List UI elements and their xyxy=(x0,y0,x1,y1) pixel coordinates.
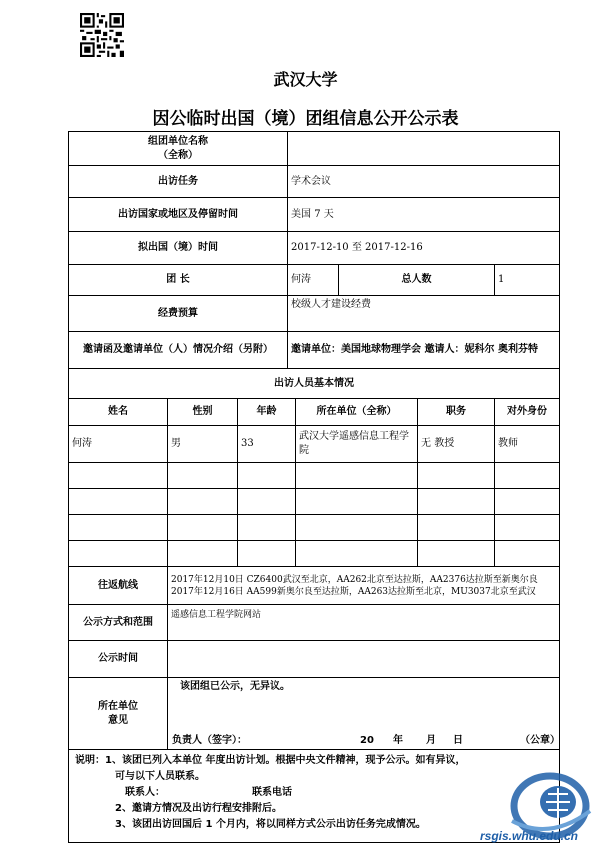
qr-code xyxy=(80,13,124,57)
table-cell xyxy=(168,541,238,567)
leader-label: 团 长 xyxy=(69,265,288,296)
table-row xyxy=(69,426,560,463)
table-cell xyxy=(418,541,495,567)
table-cell: 33 xyxy=(238,426,296,463)
table-cell xyxy=(69,515,168,541)
table-cell xyxy=(418,489,495,515)
table-cell: 教师 xyxy=(495,426,560,463)
year-label: 年 xyxy=(393,735,403,746)
total-value: 1 xyxy=(495,265,560,296)
table-cell xyxy=(238,463,296,489)
form-title: 因公临时出国（境）团组信息公开公示表 xyxy=(152,109,459,129)
column-header: 性别 xyxy=(168,399,238,426)
table-cell xyxy=(495,489,560,515)
column-header: 姓名 xyxy=(69,399,168,426)
publicity-method-value: 遥感信息工程学院网站 xyxy=(168,605,560,641)
table-row xyxy=(69,515,560,541)
note-3: 3、该团出访回国后 1 个月内，将以同样方式公示出访任务完成情况。 xyxy=(115,819,426,830)
dates-label: 拟出国（境）时间 xyxy=(69,232,288,265)
table-cell xyxy=(168,489,238,515)
invitation-label: 邀请函及邀请单位（人）情况介绍（另附） xyxy=(69,332,288,369)
university-title: 武汉大学 xyxy=(273,70,338,89)
table-cell xyxy=(495,515,560,541)
table-cell xyxy=(495,463,560,489)
table-cell xyxy=(69,489,168,515)
table-cell: 无 教授 xyxy=(418,426,495,463)
column-header: 对外身份 xyxy=(495,399,560,426)
logo-text: rsgis.whu.edu.cn xyxy=(480,829,579,843)
signer-label: 负责人（签字）： xyxy=(172,735,247,746)
table-cell: 武汉大学遥感信息工程学院 xyxy=(296,426,418,463)
table-cell xyxy=(296,463,418,489)
table-cell: 男 xyxy=(168,426,238,463)
phone-label: 联系电话 xyxy=(251,787,292,798)
note-1b: 可与以下人员联系。 xyxy=(115,771,205,782)
total-label: 总人数 xyxy=(339,265,495,296)
route-label: 往返航线 xyxy=(69,567,168,605)
table-cell xyxy=(296,489,418,515)
note-1: 1、该团已列入本单位 年度出访计划。根据中央文件精神，现予公示。如有异议， xyxy=(105,755,466,766)
publicity-time-value xyxy=(168,641,560,678)
table-cell xyxy=(418,515,495,541)
dates-value: 2017-12-10 至 2017-12-16 xyxy=(288,232,560,265)
year-prefix: 20 xyxy=(360,735,374,746)
table-cell xyxy=(238,541,296,567)
column-header: 年龄 xyxy=(238,399,296,426)
notes-title: 说明： xyxy=(75,755,105,766)
seal-label: （公章） xyxy=(520,735,560,746)
disclosure-table xyxy=(68,131,560,843)
table-cell xyxy=(168,515,238,541)
country-label: 出访国家或地区及停留时间 xyxy=(69,198,288,232)
table-row xyxy=(69,463,560,489)
note-2: 2、邀请方情况及出访行程安排附后。 xyxy=(115,803,282,814)
budget-value: 校级人才建设经费 xyxy=(288,296,560,332)
group-unit-label: 组团单位名称 （全称） xyxy=(69,132,288,166)
route-value: 2017年12月10日 CZ6400武汉至北京，AA262北京至达拉斯，AA2376达拉斯至新奥尔良 2017年12月16日 AA599新奥尔良至达拉斯，AA263达拉斯至北京，MU3037北京至武汉 xyxy=(168,567,560,605)
table-row xyxy=(69,489,560,515)
table-cell xyxy=(495,541,560,567)
task-value: 学术会议 xyxy=(288,166,560,198)
budget-label: 经费预算 xyxy=(69,296,288,332)
group-unit-value xyxy=(288,132,560,166)
opinion-statement: 该团组已公示，无异议。 xyxy=(180,681,290,692)
table-row xyxy=(69,541,560,567)
table-cell xyxy=(296,541,418,567)
personnel-section-title: 出访人员基本情况 xyxy=(69,369,560,399)
unit-opinion-value xyxy=(168,678,560,750)
task-label: 出访任务 xyxy=(69,166,288,198)
table-cell xyxy=(238,489,296,515)
leader-value: 何涛 xyxy=(288,265,339,296)
column-header: 所在单位（全称） xyxy=(296,399,418,426)
invitation-value: 邀请单位：美国地球物理学会 邀请人：妮科尔 奥利芬特 xyxy=(288,332,560,369)
country-value: 美国 7 天 xyxy=(288,198,560,232)
day-label: 日 xyxy=(453,735,463,746)
table-cell xyxy=(69,463,168,489)
contact-label: 联系人： xyxy=(125,787,165,798)
table-cell xyxy=(238,515,296,541)
table-cell xyxy=(296,515,418,541)
unit-opinion-label: 所在单位意见 xyxy=(69,678,168,750)
table-cell xyxy=(168,463,238,489)
table-cell: 何涛 xyxy=(69,426,168,463)
month-label: 月 xyxy=(426,735,436,746)
personnel-header-row xyxy=(69,399,560,426)
table-cell xyxy=(69,541,168,567)
column-header: 职务 xyxy=(418,399,495,426)
publicity-method-label: 公示方式和范围 xyxy=(69,605,168,641)
table-cell xyxy=(418,463,495,489)
publicity-time-label: 公示时间 xyxy=(69,641,168,678)
